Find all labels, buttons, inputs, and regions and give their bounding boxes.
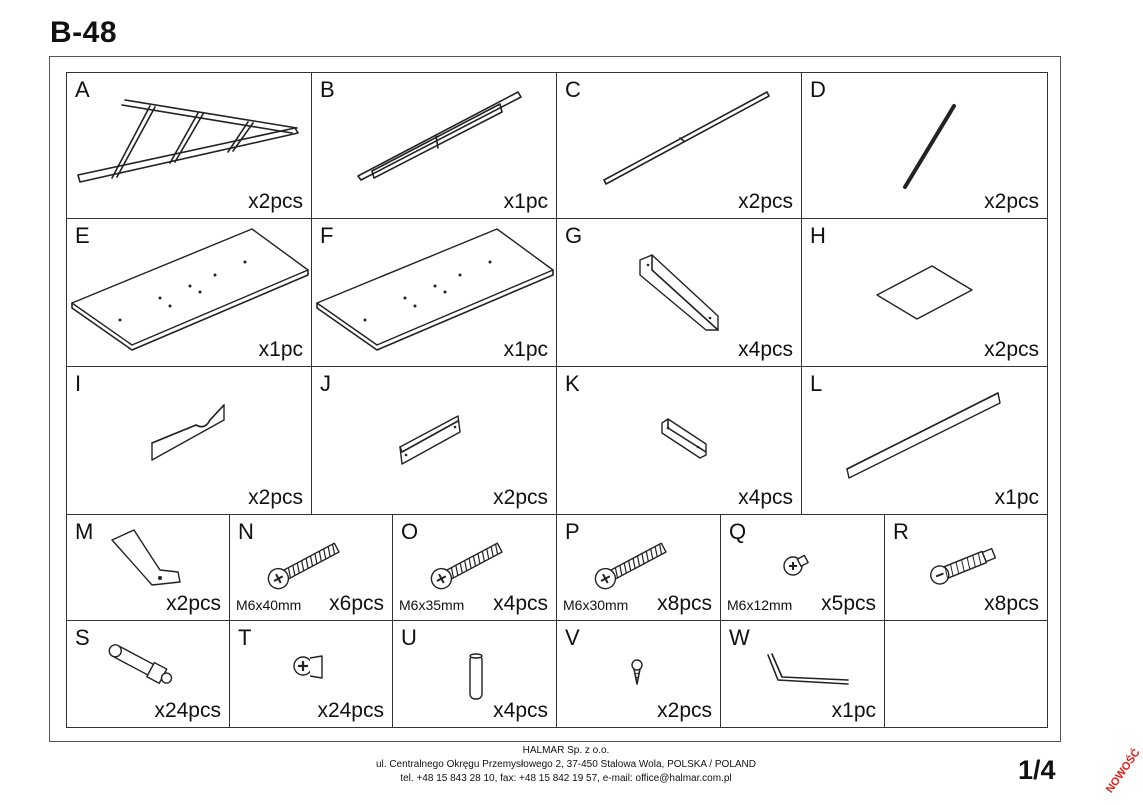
part-letter: T <box>238 625 252 650</box>
part-quantity: x5pcs <box>821 592 876 615</box>
part-letter: J <box>320 371 331 396</box>
part-letter: L <box>810 371 823 396</box>
drilled-panel-icon <box>317 229 553 350</box>
curved-bracket-icon <box>112 530 180 585</box>
part-quantity: x2pcs <box>166 592 221 615</box>
part-quantity: x2pcs <box>248 190 303 213</box>
small-board-icon <box>400 416 460 464</box>
cam-dowel-icon <box>106 641 174 688</box>
bolt-icon <box>592 539 668 592</box>
part-letter: D <box>810 77 826 102</box>
part-quantity: x2pcs <box>984 338 1039 361</box>
footer-contact: tel. +48 15 843 28 10, fax: +48 15 842 19 57, e-mail: office@halmar.com.pl <box>400 773 732 784</box>
part-letter: H <box>810 223 826 248</box>
part-letter: I <box>75 371 82 396</box>
part-quantity: x8pcs <box>657 592 712 615</box>
wooden-dowel-icon <box>470 654 482 699</box>
part-letter: M <box>75 519 94 544</box>
long-plank-icon <box>847 393 1000 478</box>
part-quantity: x4pcs <box>493 699 548 722</box>
part-letter: E <box>75 223 90 248</box>
part-quantity: x8pcs <box>984 592 1039 615</box>
long-rod-icon <box>604 92 769 184</box>
part-quantity: x1pc <box>503 338 548 361</box>
notched-board-icon <box>152 405 224 460</box>
bolt-icon <box>428 539 504 592</box>
rail-with-bracket-icon <box>358 92 521 180</box>
cam-lock-icon <box>294 656 322 678</box>
board-icon <box>640 255 718 330</box>
footer-address: ul. Centralnego Okręgu Przemysłowego 2, 37-450 Stalowa Wola, POLSKA / POLAND <box>375 759 756 770</box>
part-letter: C <box>565 77 581 102</box>
part-letter: O <box>401 519 419 544</box>
part-letter: V <box>565 625 580 650</box>
thin-sheet-icon <box>877 266 972 319</box>
short-bolt-icon <box>784 555 808 575</box>
part-size: M6x40mm <box>236 597 302 613</box>
part-quantity: x24pcs <box>154 699 221 722</box>
part-quantity: x24pcs <box>317 699 384 722</box>
part-quantity: x2pcs <box>657 699 712 722</box>
screw-icon <box>632 660 642 684</box>
part-letter: B <box>320 77 335 102</box>
part-quantity: x4pcs <box>738 338 793 361</box>
short-rod-icon <box>905 106 954 187</box>
part-letter: F <box>320 223 334 248</box>
part-size: M6x12mm <box>727 597 793 613</box>
part-letter: N <box>238 519 254 544</box>
new-stamp: NOWOŚĆ <box>1103 746 1143 796</box>
connector-bolt-icon <box>928 545 997 587</box>
part-quantity: x1pc <box>994 486 1039 509</box>
part-quantity: x2pcs <box>984 190 1039 213</box>
part-letter: G <box>565 223 583 248</box>
small-block-icon <box>662 419 706 458</box>
part-quantity: x2pcs <box>738 190 793 213</box>
part-quantity: x4pcs <box>738 486 793 509</box>
part-letter: R <box>893 519 909 544</box>
bolt-icon <box>265 539 341 592</box>
part-letter: A <box>75 77 90 102</box>
part-quantity: x2pcs <box>493 486 548 509</box>
part-size: M6x30mm <box>563 597 629 613</box>
part-quantity: x1pc <box>503 190 548 213</box>
part-letter: S <box>75 625 90 650</box>
part-quantity: x4pcs <box>493 592 548 615</box>
page-title: B-48 <box>50 16 118 49</box>
part-quantity: x6pcs <box>329 592 384 615</box>
page-number: 1/4 <box>1018 755 1056 785</box>
allen-key-icon <box>768 654 848 684</box>
part-letter: U <box>401 625 417 650</box>
part-letter: P <box>565 519 580 544</box>
part-letter: K <box>565 371 580 396</box>
part-letter: W <box>729 625 750 650</box>
part-quantity: x1pc <box>831 699 876 722</box>
drilled-panel-icon <box>72 229 308 350</box>
part-letter: Q <box>729 519 747 544</box>
part-quantity: x2pcs <box>248 486 303 509</box>
footer-company: HALMAR Sp. z o.o. <box>522 745 610 756</box>
part-size: M6x35mm <box>399 597 465 613</box>
part-quantity: x1pc <box>258 338 303 361</box>
ladder-frame-icon <box>78 100 298 182</box>
